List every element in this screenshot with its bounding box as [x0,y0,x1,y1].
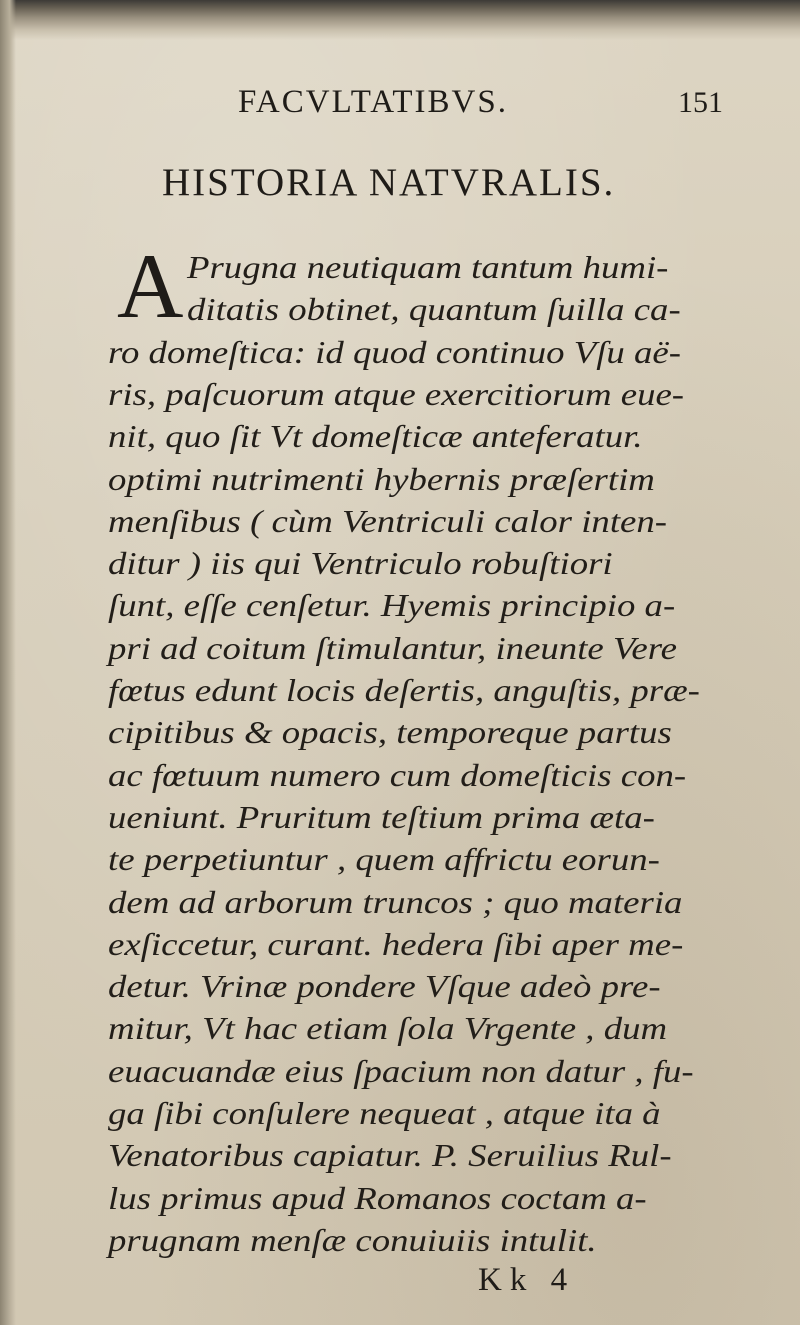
signature-mark: Kk 4 [478,1262,576,1298]
running-head: FACVLTATIBVS. [238,84,508,120]
text-line: ſunt, eſſe cenſetur. Hyemis principio a- [108,587,676,623]
page-number: 151 [678,86,723,119]
text-line: euacuandæ eius ſpacium non datur , fu- [108,1053,694,1089]
text-line: dem ad arborum truncos ; quo materia [108,884,683,920]
text-line: pri ad coitum ſtimulantur, ineunte Vere [108,630,677,666]
text-line: Prugna neutiquam tantum humi- [187,249,669,285]
text-line: prugnam menſæ conuiuiis intulit. [108,1222,597,1258]
text-line: ga ſibi conſulere nequeat , atque ita à [108,1095,661,1131]
text-line: ro domeſtica: id quod continuo Vſu aë- [108,334,682,370]
section-title: HISTORIA NATVRALIS. [162,161,616,204]
binding-shadow-top [0,0,800,40]
text-line: menſibus ( cùm Ventriculi calor inten- [108,503,668,539]
text-line: nit, quo ſit Vt domeſticæ anteferatur. [108,418,643,454]
text-line: cipitibus & opacis, temporeque partus [108,714,672,750]
text-line: ac fœtuum numero cum domeſticis con- [108,757,687,793]
binding-shadow-left [0,0,16,1325]
text-line: lus primus apud Romanos coctam a- [108,1180,647,1216]
text-line: te perpetiuntur , quem affrictu eorun- [108,841,660,877]
text-line: detur. Vrinæ pondere Vſque adeò pre- [108,968,661,1004]
text-line: ueniunt. Pruritum teſtium prima æta- [108,799,655,835]
text-line: optimi nutrimenti hybernis præſertim [108,461,655,497]
text-line: ditur ) iis qui Ventriculo robuſtiori [108,545,613,581]
text-line: fœtus edunt locis deſertis, anguſtis, præ- [108,672,700,708]
text-line: mitur, Vt hac etiam ſola Vrgente , dum [108,1010,668,1046]
text-line: ditatis obtinet, quantum ſuilla ca- [187,291,681,327]
text-line: exſiccetur, curant. hedera ſibi aper me- [108,926,684,962]
drop-cap: A [117,235,184,337]
text-line: Venatoribus capiatur. P. Seruilius Rul- [108,1137,672,1173]
text-line: ris, paſcuorum atque exercitiorum eue- [108,376,685,412]
